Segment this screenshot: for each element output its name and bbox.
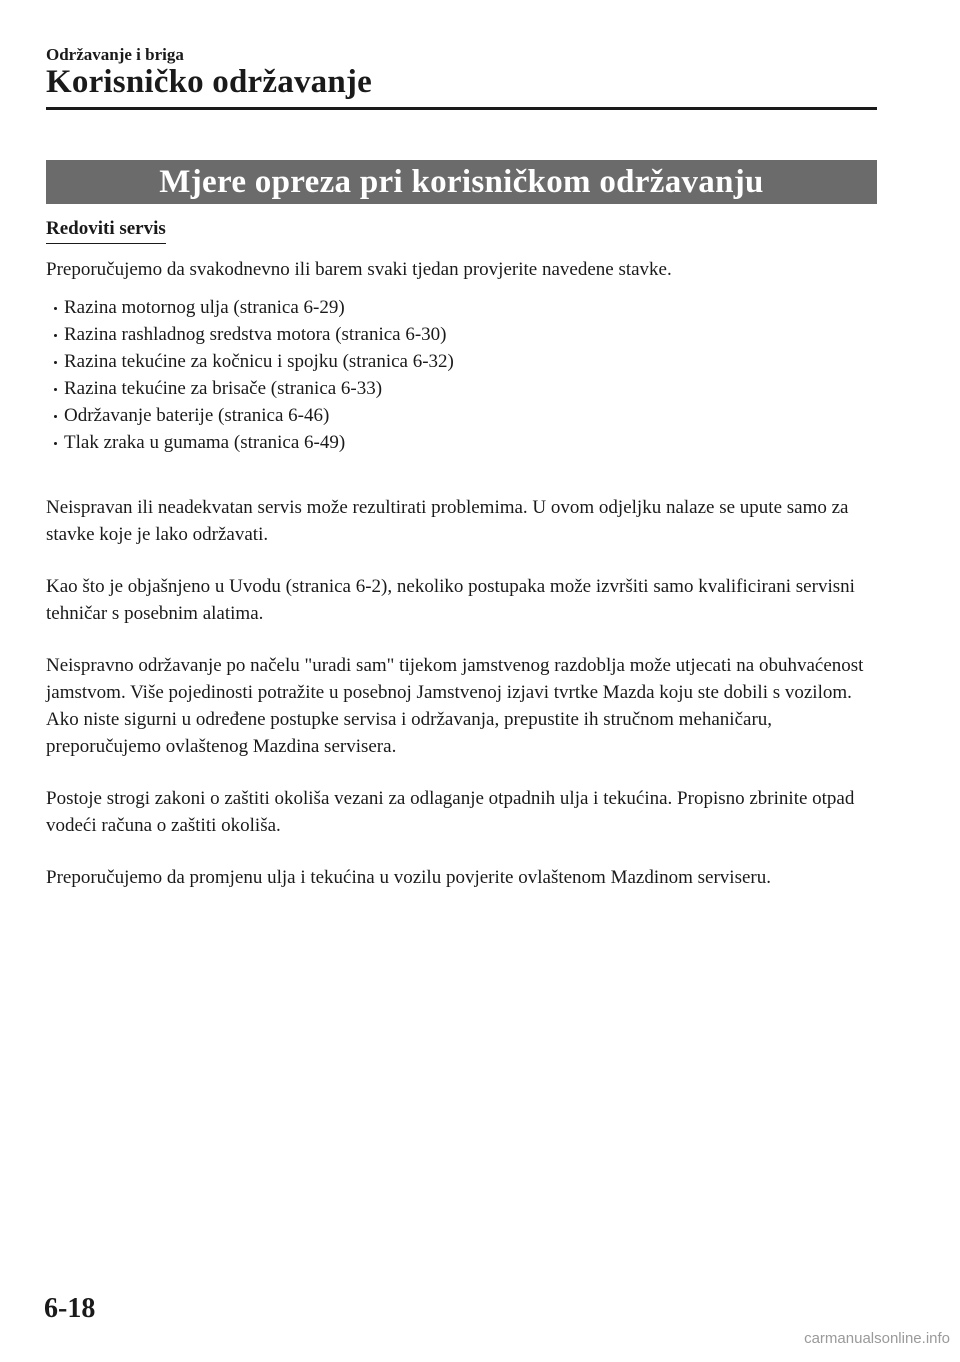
page-number: 6-18 — [44, 1293, 96, 1324]
chapter-banner: Mjere opreza pri korisničkom održavanju — [46, 160, 877, 204]
paragraph: Kao što je objašnjeno u Uvodu (stranica 6-2), nekoliko postupaka može izvršiti samo kvalificirani servisni tehničar s posebnim alatima. — [46, 576, 855, 624]
paragraph: Neispravan ili neadekvatan servis može rezultirati problemima. U ovom odjeljku nalaze se upute samo za stavke koje je lako održavati. — [46, 497, 849, 545]
paragraph: Preporučujemo da promjenu ulja i tekućina u vozilu povjerite ovlaštenom Mazdinom serviseru. — [46, 867, 771, 888]
section-title: Korisničko održavanje — [46, 64, 372, 100]
check-list — [46, 294, 877, 456]
paragraph: Neispravno održavanje po načelu "uradi sam" tijekom jamstvenog razdoblja može utjecati na obuhvaćenost jamstvom. Više pojedinosti potražite u posebnoj Jamstvenoj izjavi tvrtke Mazda koju ste dobili s vozilom. Ako niste sigurni u određene postupke servisa i održavanja, prepustite ih stručnom mehaničaru, preporučujemo ovlaštenog Mazdina servisera. — [46, 655, 864, 757]
bullet-icon — [54, 307, 57, 310]
list-item: Tlak zraka u gumama (stranica 6-49) — [54, 429, 877, 456]
list-item: Razina rashladnog sredstva motora (stranica 6-30) — [54, 321, 877, 348]
page-content — [46, 256, 877, 916]
paragraph: Postoje strogi zakoni o zaštiti okoliša vezani za odlaganje otpadnih ulja i tekućina. Propisno zbrinite otpad vodeći računa o zaštiti okoliša. — [46, 788, 855, 836]
bullet-icon — [54, 442, 57, 445]
list-item: Razina tekućine za kočnicu i spojku (stranica 6-32) — [54, 348, 877, 375]
title-divider — [46, 107, 877, 110]
bullet-icon — [54, 334, 57, 337]
service-heading: Redoviti servis — [46, 218, 166, 244]
list-item: Razina tekućine za brisače (stranica 6-33) — [54, 375, 877, 402]
list-item: Razina motornog ulja (stranica 6-29) — [54, 294, 877, 321]
watermark-text: carmanualsonline.info — [804, 1330, 950, 1347]
bullet-icon — [54, 361, 57, 364]
bullet-icon — [54, 388, 57, 391]
service-intro: Preporučujemo da svakodnevno ili barem svaki tjedan provjerite navedene stavke. — [46, 259, 672, 280]
bullet-icon — [54, 415, 57, 418]
list-item: Održavanje baterije (stranica 6-46) — [54, 402, 877, 429]
section-label: Održavanje i briga — [46, 45, 184, 64]
